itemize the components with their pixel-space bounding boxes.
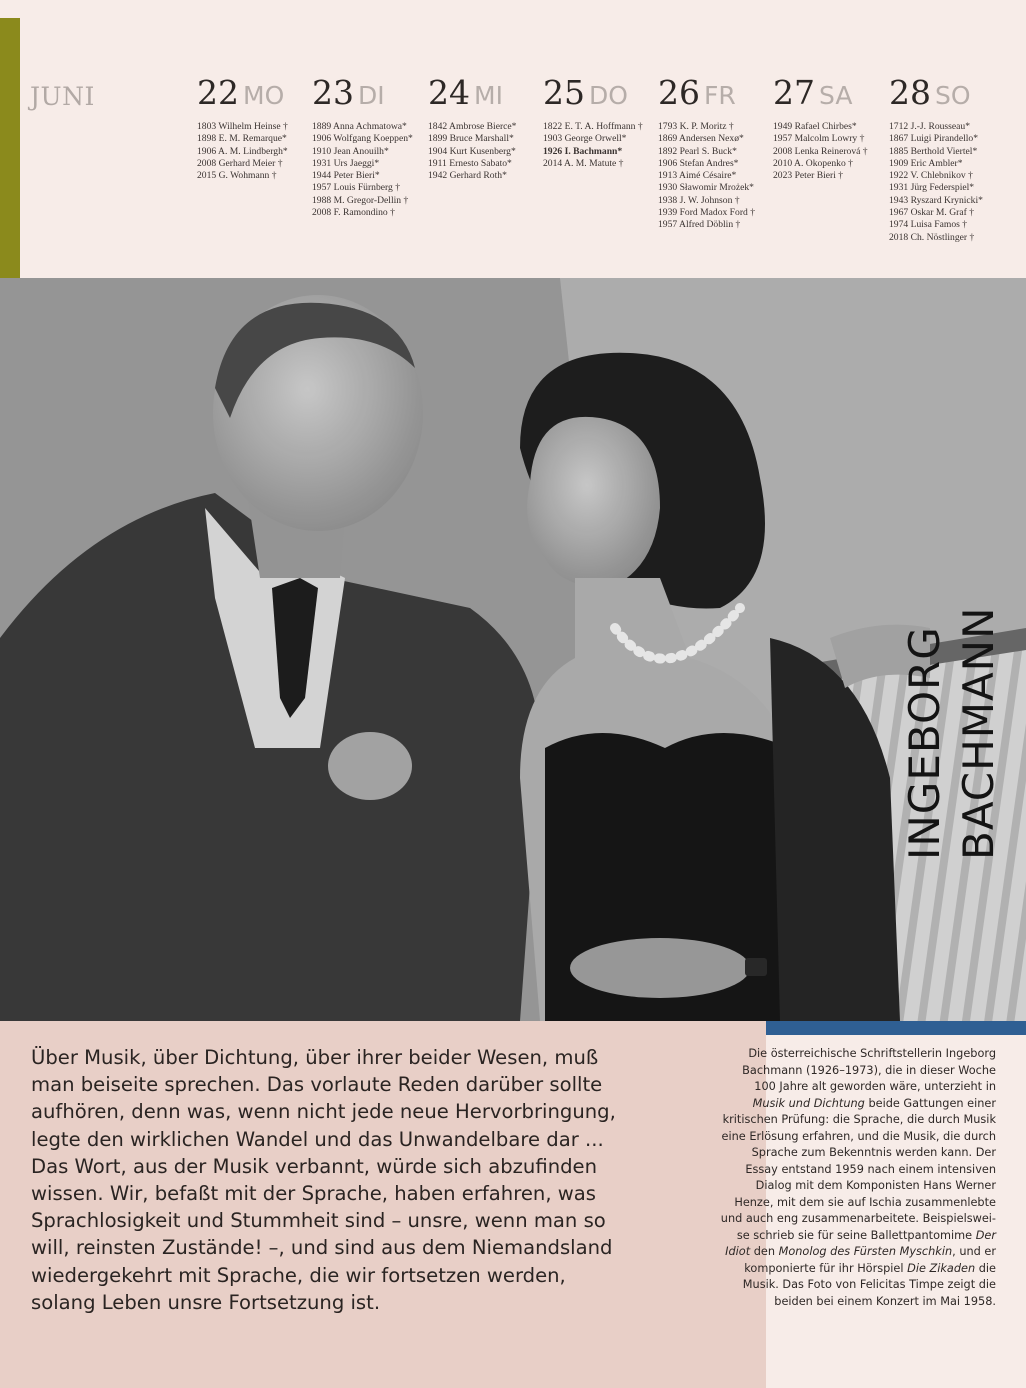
photo-title-line-2: BACHMANN [954,606,1003,860]
essay-line [700,1162,996,1179]
essay-title-italic: Idiot [725,1245,751,1258]
event-list [773,121,885,182]
day-number: 27 [773,73,815,112]
essay-line [700,1294,996,1311]
essay-line [700,1079,996,1096]
event-item: 1957 Malcolm Lowry † [773,133,865,145]
event-item: 1906 Stefan Andres* [658,157,739,169]
event-item: 1931 Jürg Federspiel* [889,182,975,194]
essay-line [700,1261,996,1278]
event-item: 1943 Ryszard Krynicki* [889,194,983,206]
photo-illustration [0,278,1026,1021]
event-item: 1926 I. Bachmann* [543,145,623,157]
photo-title [898,590,1008,860]
essay-title-italic: Die Zikaden [907,1261,976,1275]
essay-text: 100 Jahre alt geworden wäre, unterzieht in [754,1080,996,1093]
essay-text: Dialog mit dem Komponisten Hans Werner [755,1179,996,1192]
day-heading [543,73,655,112]
event-item: 1944 Peter Bieri* [312,170,380,182]
event-item: 1988 M. Gregor-Dellin † [312,194,409,206]
event-list [658,121,770,232]
day-number: 24 [428,73,470,112]
essay-line [700,1129,996,1146]
event-item: 1803 Wilhelm Heinse † [197,121,288,132]
day-heading [773,73,885,112]
event-item: 1903 George Orwell* [543,133,627,145]
day-number: 25 [543,73,585,112]
event-item: 1931 Urs Jaeggi* [312,157,380,169]
quote-line: Sprachlosigkeit und Stummheit sind – unsre, wenn man so [31,1209,606,1233]
event-item: 2018 Ch. Nöstlinger † [889,231,975,243]
event-item: 1909 Eric Ambler* [889,157,963,169]
essay-text: Musik. Das Foto von Felicitas Timpe zeigt die [742,1278,996,1291]
calendar-header [0,0,1026,278]
event-item: 1967 Oskar M. Graf † [889,207,974,219]
event-item: 1899 Bruce Marshall* [428,133,514,145]
essay-text: eine Erlösung erfahren, und die Musik, die durch [721,1129,996,1143]
event-item: 1911 Ernesto Sabato* [428,157,512,169]
essay-line [700,1211,996,1228]
quote-line: wiedergekehrt mit Sprache, die wir fortsetzen werden, [31,1263,566,1287]
essay-line [700,1112,996,1129]
event-item: 2015 G. Wohmann † [197,170,277,182]
event-item: 1885 Berthold Viertel* [889,145,978,157]
essay-line [700,1244,996,1261]
day-weekday: SA [819,81,853,110]
event-list [889,121,1001,244]
day-column [889,73,1001,244]
event-item: 1889 Anna Achmatowa* [312,121,407,132]
event-item: 1942 Gerhard Roth* [428,170,507,182]
day-number: 22 [197,73,239,112]
quote-line: aufhören, denn was, wenn nicht jede neue Hervorbringung, [31,1100,616,1124]
event-item: 1922 V. Chlebnikov † [889,170,973,182]
essay-line [700,1145,996,1162]
event-list [312,121,424,219]
event-item: 1957 Louis Fürnberg † [312,182,401,194]
event-item: 1822 E. T. A. Hoffmann † [543,121,643,132]
quote-line: wissen. Wir, befaßt mit der Sprache, haben erfahren, was [31,1181,597,1205]
event-list [543,121,655,170]
event-item: 1898 E. M. Remarque* [197,133,287,145]
essay-text: und auch eng zusammenarbeitete. Beispielswei- [720,1212,996,1225]
day-number: 23 [312,73,354,112]
event-item: 2023 Peter Bieri † [773,170,844,182]
quote-line: Über Musik, über Dichtung, über ihrer beider Wesen, muß [31,1046,599,1069]
essay-title-italic: Der [975,1228,996,1242]
essay-text: , und er [952,1245,996,1258]
event-item: 1869 Andersen Nexø* [658,133,744,145]
event-item: 1938 J. W. Johnson † [658,194,740,206]
day-weekday: FR [704,81,736,110]
day-weekday: DI [358,81,385,110]
photo [0,278,1026,1021]
event-item: 2008 Lenka Reinerová † [773,145,868,157]
day-weekday: DO [589,81,628,110]
essay-description [700,1046,996,1310]
essay-line [700,1277,996,1294]
essay-text: Sprache zum Bekenntnis werden kann. Der [751,1146,996,1159]
event-item: 1842 Ambrose Bierce* [428,121,517,132]
day-weekday: MI [474,81,503,110]
day-heading [312,73,424,112]
day-column [312,73,424,219]
day-number: 26 [658,73,700,112]
blue-accent-strip [766,1021,1026,1035]
event-item: 2010 A. Okopenko † [773,157,853,169]
event-list [428,121,540,182]
day-number: 28 [889,73,931,112]
day-heading [889,73,1001,112]
day-heading [197,73,309,112]
day-heading [428,73,540,112]
essay-line [700,1195,996,1212]
event-item: 2008 F. Ramondino † [312,207,395,219]
day-column [658,73,770,232]
essay-text: Die österreichische Schriftstellerin Ingeborg [748,1047,996,1060]
quote-line: Das Wort, aus der Musik verbannt, würde sich abzufinden [31,1154,598,1178]
quote-line: solang Leben unsre Fortsetzung ist. [31,1290,381,1314]
essay-text: beide Gattungen einer [864,1096,996,1110]
essay-line [700,1228,996,1245]
event-item: 2008 Gerhard Meier † [197,157,283,169]
essay-text: die [975,1261,996,1275]
essay-text: Bachmann (1926–1973), die in dieser Woche [742,1063,996,1077]
day-heading [658,73,770,112]
event-item: 1913 Aimé Césaire* [658,170,737,182]
event-item: 1957 Alfred Döblin † [658,219,741,231]
essay-text: se schrieb sie für seine Ballettpantomime [736,1228,976,1242]
month-label: JUNI [30,82,95,111]
day-weekday: MO [243,81,285,110]
photo-title-line-1: INGEBORG [900,626,949,860]
day-column [197,73,309,182]
essay-line [700,1046,996,1063]
essay-text: Essay entstand 1959 nach einem intensiven [745,1162,996,1176]
event-item: 1939 Ford Madox Ford † [658,207,756,219]
event-list [197,121,309,182]
event-item: 1974 Luisa Famos † [889,219,968,231]
quote-text [31,1044,756,1316]
essay-text: beiden bei einem Konzert im Mai 1958. [774,1294,996,1308]
quote-line: legte den wirklichen Wandel und das Unwandelbare dar ... [31,1127,604,1151]
essay-line [700,1063,996,1080]
event-item: 1867 Luigi Pirandello* [889,133,978,145]
day-column [428,73,540,182]
day-weekday: SO [935,81,971,110]
event-item: 1910 Jean Anouilh* [312,145,389,157]
day-column [543,73,655,170]
event-item: 1930 Sławomir Mrożek* [658,182,754,194]
event-item: 1793 K. P. Moritz † [658,121,734,132]
day-column [773,73,885,182]
event-item: 1892 Pearl S. Buck* [658,145,737,157]
essay-text: kritischen Prüfung: die Sprache, die durch Musik [722,1113,996,1126]
essay-text: Henze, mit dem sie auf Ischia zusammenlebte [734,1195,996,1209]
event-item: 1906 A. M. Lindbergh* [197,145,288,157]
event-item: 2014 A. M. Matute † [543,157,624,169]
essay-text: den [750,1245,779,1258]
essay-title-italic: Musik und Dichtung [752,1096,865,1110]
accent-bar [0,18,20,278]
quote-line: man beiseite sprechen. Das vorlaute Reden darüber sollte [31,1073,603,1097]
essay-line [700,1178,996,1195]
event-item: 1949 Rafael Chirbes* [773,121,857,132]
essay-line [700,1096,996,1113]
essay-title-italic: Monolog des Fürsten Myschkin [778,1245,953,1258]
essay-text: komponierte für ihr Hörspiel [744,1261,908,1275]
event-item: 1904 Kurt Kusenberg* [428,145,516,157]
event-item: 1906 Wolfgang Koeppen* [312,133,413,145]
quote-line: will, reinsten Zustände! –, und sind aus dem Niemandsland [31,1236,613,1260]
event-item: 1712 J.-J. Rousseau* [889,121,971,132]
